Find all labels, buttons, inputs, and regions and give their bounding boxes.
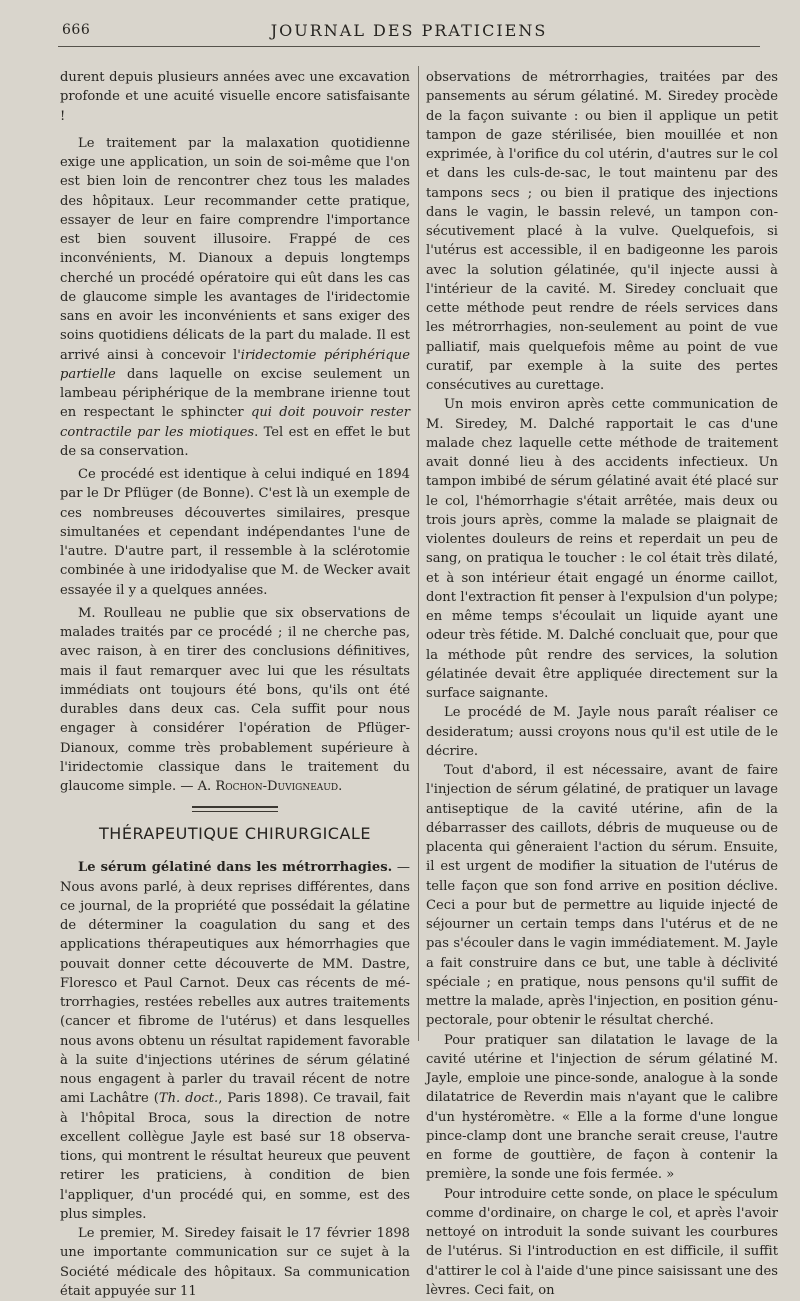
emphasis: iridectomie périphérique partielle bbox=[60, 347, 410, 382]
paragraph: Le sérum gélatiné dans les métrorrhagies. — Nous avons parlé, à deux reprises différentes, dans ce journal, de la propriété que possédait la gélatine de déterminer la coagulation du sang et des applications thérapeutiques aux hémorrhagies que pouvait donner cette découverte de MM. Dastre, Floresco et Paul Carnot. Deux cas récents de métrorrhagies, restées rebelles aux autres traitements (cancer et fibrome de l'utérus) et dans lesquelles nous avons obtenu un résultat rapidement favorable à la suite d'injections utérines de sérum gélatiné nous engagent à parler du travail récent de notre ami Lachâtre (Th. doct., Paris 1898). Ce travail, fait à l'hôpital Broca, sous la direction de notre excellent collègue Jayle est basé sur 18 observations, qui montrent le résultat heureux que peuvent retirer les praticiens, à condition de bien l'appliquer, d'un procédé qui, en somme, est des plus simples. bbox=[60, 860, 411, 1222]
paragraph: M. Roulleau ne publie que six observations de malades traités par ce procédé ; il ne cherche pas, avec raison, à en tirer des conclusions définitives, mais il faut remarquer avec lui que les résultats immédiats ont toujours été bons, qu'ils ont été durables dans deux cas. Cela suffit pour nous engager à considérer l'opération de Pflüger-Dianoux, comme très probablement supérieure à l'iridectomie classique dans le traitement du glaucome simple. — A. Rochon-Duvigneaud. bbox=[60, 605, 410, 794]
paragraph: Pour pratiquer san dilatation le lavage de la cavité utérine et l'injection de sérum gélatiné M. Jayle, emploie une pince-sonde, analogue à la sonde dilatatrice de Reverdin mais n'ayant que le calibre d'un hystéromètre. « Elle a la forme d'une longue pince-clamp dont une branche serait creuse, l'autre en forme de gouttière, de façon à contenir la première, la sonde une fois fermée. » bbox=[426, 1032, 778, 1183]
section-separator bbox=[60, 806, 410, 812]
paragraph: durent depuis plusieurs années avec une excavation profonde et une acuité visuelle encore satisfaisante ! bbox=[60, 70, 410, 124]
column-rule bbox=[418, 66, 419, 1041]
section-title: THÉRAPEUTIQUE CHIRURGICALE bbox=[99, 824, 371, 844]
page-header bbox=[58, 20, 760, 47]
paragraph: Tout d'abord, il est nécessaire, avant de faire l'injection de sérum gélatiné, de pratiquer un lavage antiseptique de la cavité utérine, afin de la débarrasser des caillots, débris de muqueuse ou de placenta qui gêneraient l'action du sérum. Ensuite, il est urgent de modifier la situation de l'utérus de telle façon que son fond arrive en position déclive. Ceci a pour but de permettre au liquide injecté de séjourner un certain temps dans l'utérus et de ne pas s'écouler dans le vagin immédiatement. M. Jayle a fait construire dans ce but, une table à déclivité spéciale ; en pratique, nous pensons qu'il suffit de mettre la malade, après l'injection, en position génu-pectorale, pour obtenir le résultat cherché. bbox=[426, 763, 778, 1029]
emphasis: qui doit pouvoir rester contractile par les miotiques bbox=[60, 405, 410, 440]
paragraph: Pour introduire cette sonde, on place le spéculum comme d'ordinaire, on charge le col, et après l'avoir nettoyé on introduit la sonde suivant les courbures de l'utérus. Si l'introduction en est difficile, il suffit d'attirer le col à l'aide d'une pince saisissant une des lèvres. Ceci fait, on bbox=[426, 1186, 778, 1298]
emphasis: Th. doct. bbox=[158, 1091, 219, 1107]
running-head: JOURNAL DES PRATICIENS bbox=[270, 21, 548, 40]
run-in-heading: Le sérum gélatiné dans les métrorrhagies. bbox=[78, 860, 393, 876]
author-signature: Rochon-Duvigneaud. bbox=[215, 779, 343, 794]
right-column bbox=[426, 68, 778, 1298]
paragraph: Ce procédé est identique à celui indiqué en 1894 par le Dr Pflüger (de Bonne). C'est là un exemple de ces nombreuses découvertes similaires, presque simultanées et cependant indépendantes l'une de l'autre. D'autre part, il ressemble à la sclérotomie combinée à une iridodyalise que M. de Wecker avait essayée il y a quelques années. bbox=[60, 467, 410, 598]
paragraph: Le traitement par la malaxation quotidienne exige une application, un soin de soi-même que l'on est bien loin de rencontrer chez tous les malades des hôpitaux. Leur recommander cette pratique, essayer de leur en faire comprendre l'importance est bien souvent illusoire. Frappé de ces inconvénients, M. Dianoux a depuis longtemps cherché un procédé opératoire qui eût dans les cas de glaucome simple les avantages de l'iridectomie sans en avoir les inconvénients et sans exiger des soins quotidiens délicats de la part du malade. Il est arrivé ainsi à concevoir l'iridectomie périphérique partielle dans laquelle on excise seulement un lambeau périphérique de la membrane irienne tout en respectant le sphincter qui doit pouvoir rester contractile par les miotiques. Tel est en effet le but de sa conservation. bbox=[60, 135, 410, 459]
paragraph: Le procédé de M. Jayle nous paraît réaliser ce desideratum; aussi croyons nous qu'il est utile de le décrire. bbox=[426, 705, 778, 759]
paragraph: Le premier, M. Siredey faisait le 17 février 1898 une importante communication sur ce sujet à la Société médicale des hôpitaux. Sa communication était appuyée sur 11 bbox=[60, 1226, 410, 1299]
paragraph: Un mois environ après cette communication de M. Siredey, M. Dalché rapportait le cas d'une malade chez laquelle cette méthode de traitement avait donné lieu à des accidents infectieux. Un tampon imbibé de sérum gélatiné avait été placé sur le col, l'hémorrhagie s'était arrêtée, mais deux ou trois jours après, comme la malade se plaignait de violentes douleurs de reins et reperdait un peu de sang, on pratiqua le toucher : le col était très dilaté, et à son intérieur était engagé un énorme caillot, dont l'extraction fit penser à l'expulsion d'un polype; en même temps s'écoulait un liquide ayant une odeur très fétide. M. Dalché concluait que, pour que la méthode pût rendre des services, la solution gélatinée devait être appliquée directement sur la surface saignante. bbox=[426, 397, 778, 701]
page-number: 666 bbox=[62, 22, 91, 38]
paragraph: observations de métrorrhagies, traitées par des pansements au sérum gélatiné. M. Siredey procède de la façon suivante : ou bien il applique un petit tampon de gaze stérilisée, bien mouillée et non exprimée, à l'orifice du col utérin, d'autres sur le col et dans les culs-de-sac, le tout maintenu par des tampons secs ; ou bien il pratique des injections dans le vagin, le bassin relevé, un tampon consécutivement placé à la vulve. Quelquefois, si l'utérus est accessible, il en badigeonne les parois avec la solution gélatinée, qu'il injecte aussi à l'intérieur de la cavité. M. Siredey concluait que cette méthode peut rendre de réels services dans les métrorrhagies, non-seulement au point de vue palliatif, mais quelquefois même au point de vue curatif, par exemple à la suite des pertes consécutives au curettage. bbox=[426, 70, 778, 393]
left-column bbox=[60, 68, 411, 1299]
